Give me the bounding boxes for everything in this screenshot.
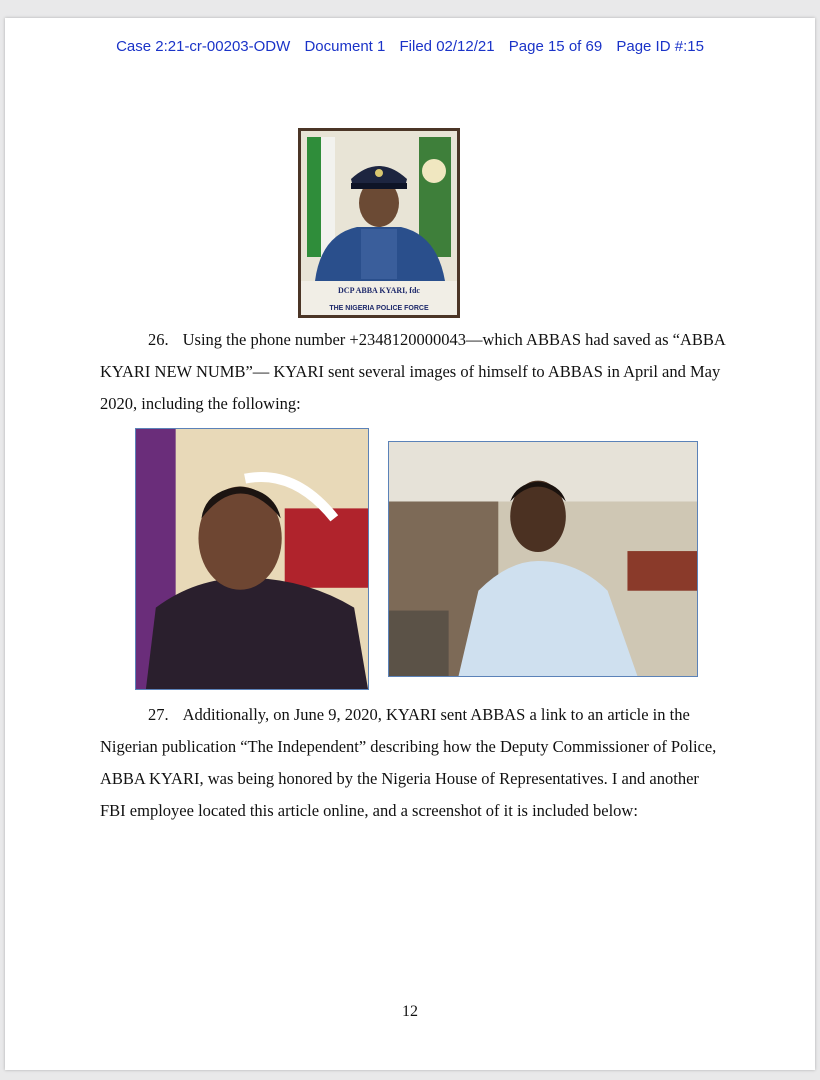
portrait-caption-name: DCP ABBA KYARI, fdc [338, 286, 420, 295]
paragraph-text: Additionally, on June 9, 2020, KYARI sent ABBAS a link to an article in the Nigerian publication “The Independent” describing how the Deputy Commissioner of Police, ABBA KYARI, was being honored by the Nigeria House of Representatives. I and another FBI employee located this article online, and a screenshot of it is included below: [100, 705, 717, 820]
paragraph-26 [100, 324, 725, 420]
document-page [5, 18, 815, 1070]
page-id: Page ID #:15 [616, 38, 704, 55]
framed-police-portrait [298, 128, 460, 318]
paragraph-27 [100, 699, 725, 827]
photo-kyari-standing [388, 441, 698, 677]
paragraph-number: 27. [148, 705, 169, 724]
portrait-caption-org: THE NIGERIA POLICE FORCE [329, 305, 429, 312]
court-header [5, 38, 815, 55]
case-number: Case 2:21-cr-00203-ODW [116, 38, 291, 55]
filed-date: Filed 02/12/21 [399, 38, 495, 55]
photo-kyari-seated [135, 428, 369, 690]
page-number: 12 [402, 1003, 418, 1020]
page-count: Page 15 of 69 [508, 38, 603, 55]
paragraph-text: Using the phone number +2348120000043—which ABBAS had saved as “ABBA KYARI NEW NUMB”— KYARI sent several images of himself to ABBAS in April and May 2020, including the following: [100, 330, 725, 413]
paragraph-number: 26. [148, 330, 169, 349]
document-number: Document 1 [304, 38, 386, 55]
